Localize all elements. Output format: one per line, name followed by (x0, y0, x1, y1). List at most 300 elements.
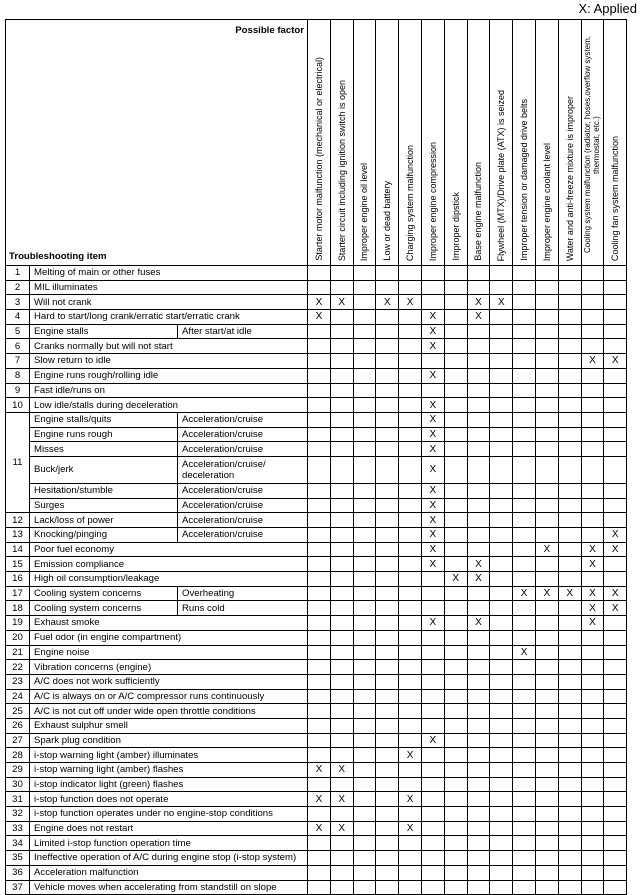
factor-cell (535, 412, 558, 427)
factor-cell (604, 456, 627, 483)
factor-cell (513, 572, 536, 587)
table-row (6, 880, 627, 895)
applied-mark: X (581, 542, 604, 557)
factor-cell (353, 412, 376, 427)
factor-cell (490, 354, 513, 369)
factor-cell (467, 513, 490, 528)
factor-cell (490, 427, 513, 442)
table-row (6, 763, 627, 778)
factor-cell (467, 630, 490, 645)
factor-cell (490, 689, 513, 704)
applied-mark: X (421, 368, 444, 383)
factor-cell (353, 630, 376, 645)
factor-cell (490, 528, 513, 543)
factor-cell (604, 398, 627, 413)
factor-cell (330, 383, 353, 398)
factor-cell (558, 542, 581, 557)
factor-cell (490, 498, 513, 513)
factor-cell (513, 880, 536, 895)
factor-cell (581, 398, 604, 413)
factor-cell (376, 601, 399, 616)
troubleshooting-item: Cooling system concerns (30, 601, 178, 616)
factor-cell (581, 674, 604, 689)
factor-cell (467, 398, 490, 413)
factor-cell (490, 586, 513, 601)
factor-cell (467, 792, 490, 807)
factor-cell (581, 280, 604, 295)
troubleshooting-item: Buck/jerk (30, 456, 178, 483)
troubleshooting-item: Low idle/stalls during deceleration (30, 398, 308, 413)
factor-cell (558, 412, 581, 427)
factor-cell (330, 339, 353, 354)
factor-cell (490, 645, 513, 660)
factor-cell (490, 660, 513, 675)
factor-header-11 (535, 20, 558, 266)
factor-cell (444, 295, 467, 310)
row-number: 31 (6, 792, 30, 807)
row-number: 17 (6, 586, 30, 601)
factor-cell (467, 821, 490, 836)
factor-cell (581, 368, 604, 383)
factor-cell (535, 295, 558, 310)
factor-cell (399, 616, 422, 631)
factor-cell (353, 324, 376, 339)
table-row (6, 718, 627, 733)
factor-cell (308, 674, 331, 689)
factor-cell (308, 616, 331, 631)
factor-cell (513, 630, 536, 645)
factor-cell (490, 865, 513, 880)
factor-cell (513, 368, 536, 383)
factor-cell (376, 763, 399, 778)
factor-cell (535, 777, 558, 792)
factor-cell (421, 807, 444, 822)
factor-cell (421, 674, 444, 689)
factor-cell (353, 310, 376, 325)
factor-cell (558, 865, 581, 880)
factor-cell (399, 456, 422, 483)
factor-cell (399, 383, 422, 398)
applied-mark: X (604, 354, 627, 369)
factor-cell (353, 483, 376, 498)
factor-cell (513, 616, 536, 631)
factor-cell (535, 660, 558, 675)
factor-label: Improper engine compression (427, 141, 438, 261)
factor-cell (376, 792, 399, 807)
factor-cell (308, 483, 331, 498)
factor-cell (308, 645, 331, 660)
factor-cell (513, 427, 536, 442)
factor-cell (399, 280, 422, 295)
factor-cell (399, 528, 422, 543)
factor-cell (376, 442, 399, 457)
factor-cell (535, 442, 558, 457)
factor-cell (604, 513, 627, 528)
factor-cell (535, 456, 558, 483)
troubleshooting-item: i-stop warning light (amber) flashes (30, 763, 308, 778)
factor-cell (604, 836, 627, 851)
factor-cell (535, 266, 558, 281)
factor-cell (421, 630, 444, 645)
factor-cell (444, 586, 467, 601)
factor-cell (513, 660, 536, 675)
table-row (6, 528, 627, 543)
factor-cell (604, 777, 627, 792)
factor-cell (558, 572, 581, 587)
factor-cell (308, 807, 331, 822)
factor-cell (558, 763, 581, 778)
factor-cell (308, 354, 331, 369)
factor-cell (604, 483, 627, 498)
factor-cell (604, 792, 627, 807)
factor-cell (513, 836, 536, 851)
factor-cell (330, 851, 353, 866)
factor-cell (399, 310, 422, 325)
factor-cell (444, 427, 467, 442)
factor-cell (353, 777, 376, 792)
factor-header-12 (558, 20, 581, 266)
factor-cell (330, 442, 353, 457)
factor-cell (490, 557, 513, 572)
applied-mark: X (581, 586, 604, 601)
troubleshooting-item: Engine stalls/quits (30, 412, 178, 427)
factor-cell (581, 310, 604, 325)
factor-cell (330, 880, 353, 895)
factor-cell (330, 704, 353, 719)
factor-cell (490, 483, 513, 498)
factor-cell (308, 383, 331, 398)
factor-cell (467, 733, 490, 748)
factor-header-4 (376, 20, 399, 266)
factor-cell (308, 733, 331, 748)
applied-mark: X (421, 528, 444, 543)
factor-cell (581, 748, 604, 763)
table-row (6, 456, 627, 483)
factor-cell (604, 427, 627, 442)
factor-cell (330, 689, 353, 704)
row-number: 7 (6, 354, 30, 369)
troubleshooting-item: i-stop function does not operate (30, 792, 308, 807)
factor-cell (490, 748, 513, 763)
factor-cell (308, 748, 331, 763)
factor-cell (513, 498, 536, 513)
factor-cell (535, 865, 558, 880)
factor-cell (490, 777, 513, 792)
row-number: 37 (6, 880, 30, 895)
factor-cell (604, 339, 627, 354)
factor-cell (399, 498, 422, 513)
factor-cell (376, 557, 399, 572)
factor-cell (399, 266, 422, 281)
factor-cell (421, 718, 444, 733)
factor-cell (467, 542, 490, 557)
factor-cell (308, 266, 331, 281)
factor-cell (308, 880, 331, 895)
factor-cell (308, 557, 331, 572)
factor-cell (444, 266, 467, 281)
factor-cell (376, 645, 399, 660)
factor-cell (513, 483, 536, 498)
troubleshooting-item: Limited i-stop function operation time (30, 836, 308, 851)
factor-cell (399, 513, 422, 528)
row-number: 25 (6, 704, 30, 719)
factor-cell (513, 310, 536, 325)
factor-cell (444, 851, 467, 866)
factor-cell (513, 542, 536, 557)
factor-cell (513, 748, 536, 763)
factor-label: Cooling system malfunction (radiator, hoses,overflow system, thermostat, etc.) (583, 36, 602, 254)
factor-cell (376, 733, 399, 748)
factor-cell (490, 383, 513, 398)
factor-cell (376, 674, 399, 689)
row-number: 14 (6, 542, 30, 557)
troubleshooting-item: Exhaust sulphur smell (30, 718, 308, 733)
factor-cell (308, 427, 331, 442)
table-row (6, 266, 627, 281)
applied-mark: X (399, 821, 422, 836)
factor-cell (421, 865, 444, 880)
factor-cell (581, 880, 604, 895)
factor-cell (535, 368, 558, 383)
table-row (6, 821, 627, 836)
table-row (6, 398, 627, 413)
factor-cell (444, 777, 467, 792)
troubleshooting-item: Poor fuel economy (30, 542, 308, 557)
factor-cell (604, 295, 627, 310)
table-row (6, 660, 627, 675)
row-number: 20 (6, 630, 30, 645)
factor-cell (399, 557, 422, 572)
factor-label: Water and anti-freeze mixture is improper (564, 95, 575, 261)
factor-cell (376, 777, 399, 792)
factor-cell (376, 718, 399, 733)
applied-mark: X (330, 763, 353, 778)
applied-mark: X (467, 572, 490, 587)
factor-cell (376, 266, 399, 281)
factor-cell (376, 354, 399, 369)
factor-cell (604, 572, 627, 587)
factor-cell (513, 792, 536, 807)
troubleshooting-item: Hard to start/long crank/erratic start/erratic crank (30, 310, 308, 325)
factor-cell (308, 324, 331, 339)
factor-cell (330, 280, 353, 295)
factor-cell (421, 354, 444, 369)
factor-cell (330, 733, 353, 748)
factor-cell (604, 718, 627, 733)
factor-cell (604, 763, 627, 778)
applied-mark: X (421, 513, 444, 528)
factor-cell (558, 704, 581, 719)
factor-label: Starter motor malfunction (mechanical or electrical) (313, 57, 324, 261)
factor-cell (330, 542, 353, 557)
factor-cell (376, 630, 399, 645)
factor-cell (308, 280, 331, 295)
applied-mark: X (581, 557, 604, 572)
applied-mark: X (604, 528, 627, 543)
item-condition: Acceleration/cruise (178, 427, 308, 442)
factor-header-5 (399, 20, 422, 266)
header-corner-cell (6, 20, 308, 266)
factor-cell (376, 748, 399, 763)
applied-mark: X (535, 542, 558, 557)
troubleshooting-item: Acceleration malfunction (30, 865, 308, 880)
table-row (6, 586, 627, 601)
factor-cell (581, 733, 604, 748)
factor-cell (581, 865, 604, 880)
factor-cell (490, 456, 513, 483)
factor-cell (330, 645, 353, 660)
factor-cell (421, 383, 444, 398)
row-number: 26 (6, 718, 30, 733)
factor-cell (308, 456, 331, 483)
row-number: 6 (6, 339, 30, 354)
factor-cell (421, 572, 444, 587)
factor-cell (444, 821, 467, 836)
table-row (6, 704, 627, 719)
factor-cell (467, 412, 490, 427)
factor-cell (535, 498, 558, 513)
factor-cell (353, 498, 376, 513)
factor-cell (490, 836, 513, 851)
troubleshooting-item: Engine does not restart (30, 821, 308, 836)
factor-cell (376, 280, 399, 295)
factor-cell (444, 763, 467, 778)
troubleshooting-item: Engine noise (30, 645, 308, 660)
factor-cell (558, 498, 581, 513)
applied-mark: X (308, 792, 331, 807)
factor-cell (353, 733, 376, 748)
factor-cell (490, 368, 513, 383)
table-row (6, 368, 627, 383)
applied-mark: X (467, 310, 490, 325)
factor-cell (581, 324, 604, 339)
applied-mark: X (421, 324, 444, 339)
factor-cell (399, 763, 422, 778)
factor-cell (513, 704, 536, 719)
factor-cell (308, 498, 331, 513)
factor-cell (581, 498, 604, 513)
applied-mark: X (421, 427, 444, 442)
factor-cell (330, 748, 353, 763)
factor-cell (376, 456, 399, 483)
applied-mark: X (581, 616, 604, 631)
factor-cell (444, 645, 467, 660)
factor-cell (535, 616, 558, 631)
table-row (6, 324, 627, 339)
factor-cell (376, 689, 399, 704)
factor-cell (604, 280, 627, 295)
table-row (6, 483, 627, 498)
factor-cell (513, 865, 536, 880)
factor-cell (467, 456, 490, 483)
factor-cell (330, 586, 353, 601)
factor-cell (535, 557, 558, 572)
factor-cell (444, 339, 467, 354)
factor-cell (490, 442, 513, 457)
factor-cell (513, 733, 536, 748)
factor-cell (399, 704, 422, 719)
factor-cell (353, 557, 376, 572)
factor-label: Improper dipstick (450, 192, 461, 261)
factor-cell (490, 807, 513, 822)
factor-cell (604, 748, 627, 763)
table-row (6, 865, 627, 880)
factor-cell (353, 718, 376, 733)
row-number: 1 (6, 266, 30, 281)
factor-cell (308, 865, 331, 880)
factor-header-9 (490, 20, 513, 266)
troubleshooting-item: Melting of main or other fuses (30, 266, 308, 281)
factor-cell (558, 557, 581, 572)
factor-cell (535, 483, 558, 498)
factor-cell (490, 880, 513, 895)
factor-cell (308, 513, 331, 528)
factor-cell (330, 354, 353, 369)
factor-cell (490, 266, 513, 281)
factor-cell (399, 572, 422, 587)
factor-cell (490, 733, 513, 748)
applied-mark: X (330, 821, 353, 836)
factor-cell (376, 412, 399, 427)
applied-mark: X (421, 398, 444, 413)
factor-cell (399, 354, 422, 369)
factor-cell (490, 630, 513, 645)
factor-cell (558, 339, 581, 354)
factor-cell (376, 821, 399, 836)
troubleshooting-item: i-stop warning light (amber) illuminates (30, 748, 308, 763)
factor-cell (604, 412, 627, 427)
troubleshooting-item: MIL illuminates (30, 280, 308, 295)
row-number: 4 (6, 310, 30, 325)
factor-cell (444, 354, 467, 369)
troubleshooting-item: Engine runs rough/rolling idle (30, 368, 308, 383)
factor-header-14 (604, 20, 627, 266)
factor-cell (444, 865, 467, 880)
factor-cell (467, 442, 490, 457)
table-row (6, 836, 627, 851)
factor-cell (444, 616, 467, 631)
factor-cell (399, 880, 422, 895)
factor-cell (376, 498, 399, 513)
factor-cell (353, 383, 376, 398)
troubleshooting-item: Vibration concerns (engine) (30, 660, 308, 675)
troubleshooting-item: i-stop indicator light (green) flashes (30, 777, 308, 792)
factor-cell (581, 660, 604, 675)
factor-cell (535, 398, 558, 413)
applied-mark: X (308, 295, 331, 310)
factor-cell (581, 792, 604, 807)
factor-cell (330, 427, 353, 442)
factor-cell (490, 616, 513, 631)
factor-cell (581, 412, 604, 427)
factor-cell (376, 398, 399, 413)
troubleshooting-item: Knocking/pinging (30, 528, 178, 543)
factor-cell (444, 836, 467, 851)
factor-cell (535, 733, 558, 748)
factor-cell (581, 442, 604, 457)
factor-cell (467, 763, 490, 778)
factor-cell (558, 748, 581, 763)
factor-cell (308, 601, 331, 616)
factor-cell (467, 865, 490, 880)
factor-cell (558, 368, 581, 383)
applied-mark: X (581, 354, 604, 369)
table-row (6, 748, 627, 763)
factor-header-2 (330, 20, 353, 266)
factor-cell (376, 880, 399, 895)
factor-cell (421, 704, 444, 719)
factor-cell (490, 704, 513, 719)
